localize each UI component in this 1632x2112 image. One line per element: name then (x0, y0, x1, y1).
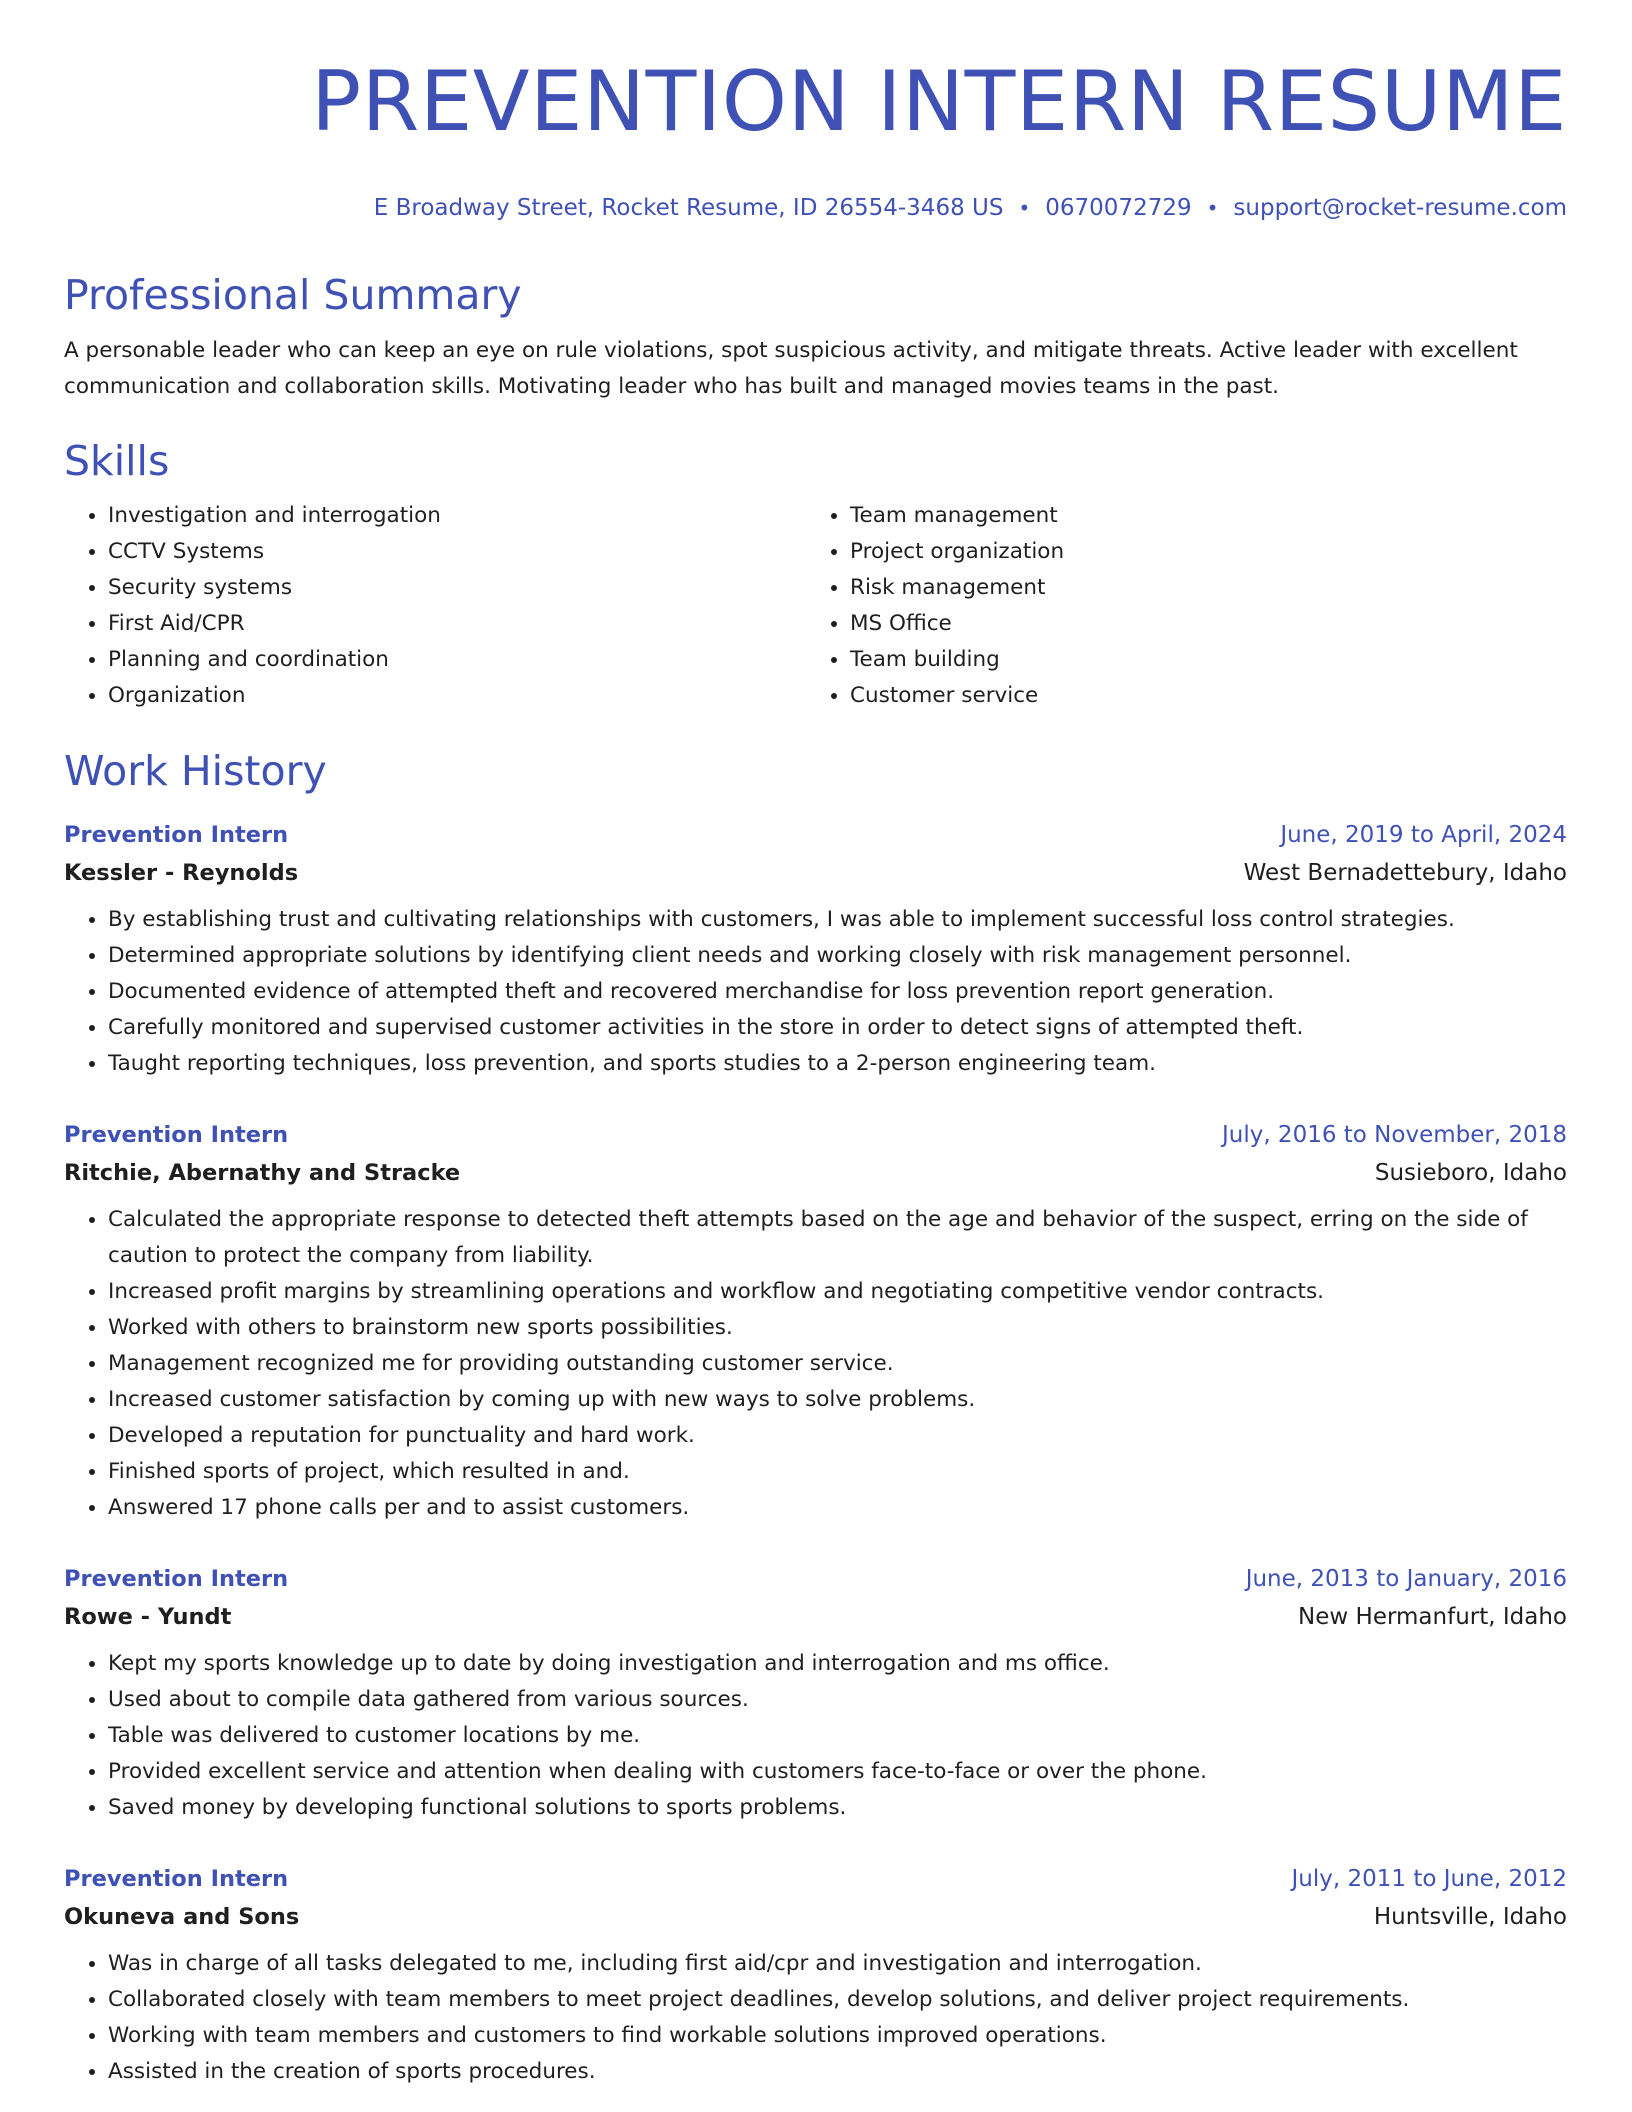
skills-column-left (64, 498, 806, 714)
job-location: Huntsville, Idaho (1373, 1904, 1567, 1930)
skill-item: • Investigation and interrogation (108, 498, 806, 534)
job-company: Okuneva and Sons (64, 1904, 300, 1930)
skills-heading: Skills (64, 437, 170, 485)
job-bullet: • Documented evidence of attempted theft and recovered merchandise for loss prevention report generation. (108, 974, 1567, 1010)
job-bullet: • Table was delivered to customer locations by me. (108, 1718, 1567, 1754)
summary-text: A personable leader who can keep an eye on rule violations, spot suspicious activity, and mitigate threats. Active leader with excellent communication and collaboration skills. Motivating leader who has built and managed movies teams in the past. (64, 338, 1518, 399)
job-bullet: • Finished sports of project, which resulted in and. (108, 1454, 1567, 1490)
work-history-heading: Work History (64, 747, 327, 795)
job-company: Rowe - Yundt (64, 1604, 232, 1630)
job-bullets (64, 902, 1567, 1082)
contact-phone: 0670072729 (1045, 195, 1192, 221)
job-bullet: • Assisted in the creation of sports procedures. (108, 2054, 1567, 2090)
skill-item: • Project organization (850, 534, 1548, 570)
job-company: Ritchie, Abernathy and Stracke (64, 1160, 461, 1186)
contact-address: E Broadway Street, Rocket Resume, ID 26554-3468 US (373, 195, 1004, 221)
skills-list (64, 498, 1567, 714)
job-dates: July, 2011 to June, 2012 (1291, 1866, 1567, 1892)
job-bullet: • Was in charge of all tasks delegated to me, including first aid/cpr and investigation and interrogation. (108, 1946, 1567, 1982)
job-title: Prevention Intern (64, 1122, 289, 1148)
job-bullet: • Worked with others to brainstorm new sports possibilities. (108, 1310, 1567, 1346)
job-location: Susieboro, Idaho (1374, 1160, 1567, 1186)
job-bullet: • Management recognized me for providing outstanding customer service. (108, 1346, 1567, 1382)
job-bullet: • Determined appropriate solutions by identifying client needs and working closely with risk management personnel. (108, 938, 1567, 974)
job-dates: June, 2013 to January, 2016 (1245, 1566, 1567, 1592)
job-bullet: • Provided excellent service and attention when dealing with customers face-to-face or over the phone. (108, 1754, 1567, 1790)
job-bullet: • Increased customer satisfaction by coming up with new ways to solve problems. (108, 1382, 1567, 1418)
job-bullet: • By establishing trust and cultivating relationships with customers, I was able to implement successful loss control strategies. (108, 902, 1567, 938)
job-bullet: • Carefully monitored and supervised customer activities in the store in order to detect signs of attempted theft. (108, 1010, 1567, 1046)
job-bullet: • Calculated the appropriate response to detected theft attempts based on the age and behavior of the suspect, erring on the side of caution to protect the company from liability. (108, 1202, 1567, 1274)
job-entry (64, 1860, 1567, 2090)
skill-item: • Planning and coordination (108, 642, 806, 678)
skills-column-right (806, 498, 1548, 714)
skill-item: • Organization (108, 678, 806, 714)
job-bullet: • Saved money by developing functional solutions to sports problems. (108, 1790, 1567, 1826)
job-bullet: • Working with team members and customers to find workable solutions improved operations. (108, 2018, 1567, 2054)
skill-item: • Team management (850, 498, 1548, 534)
job-location: West Bernadettebury, Idaho (1243, 860, 1567, 886)
job-dates: June, 2019 to April, 2024 (1280, 822, 1567, 848)
job-title: Prevention Intern (64, 822, 289, 848)
skill-item: • First Aid/CPR (108, 606, 806, 642)
contact-separator: • (1206, 196, 1219, 220)
job-title: Prevention Intern (64, 1866, 289, 1892)
job-bullet: • Answered 17 phone calls per and to assist customers. (108, 1490, 1567, 1526)
job-entry (64, 1116, 1567, 1526)
job-bullet: • Used about to compile data gathered from various sources. (108, 1682, 1567, 1718)
resume-page (64, 0, 1567, 2090)
job-dates: July, 2016 to November, 2018 (1221, 1122, 1567, 1148)
job-bullet: • Developed a reputation for punctuality and hard work. (108, 1418, 1567, 1454)
job-bullet: • Taught reporting techniques, loss prevention, and sports studies to a 2-person engineering team. (108, 1046, 1567, 1082)
skill-item: • MS Office (850, 606, 1548, 642)
contact-separator: • (1018, 196, 1031, 220)
skill-item: • Customer service (850, 678, 1548, 714)
job-bullets (64, 1646, 1567, 1826)
job-bullet: • Kept my sports knowledge up to date by doing investigation and interrogation and ms office. (108, 1646, 1567, 1682)
resume-title: PREVENTION INTERN RESUME (311, 53, 1567, 150)
job-bullets (64, 1946, 1567, 2090)
skill-item: • Risk management (850, 570, 1548, 606)
job-location: New Hermanfurt, Idaho (1298, 1604, 1567, 1630)
job-bullet: • Collaborated closely with team members to meet project deadlines, develop solutions, and deliver project requirements. (108, 1982, 1567, 2018)
job-bullet: • Increased profit margins by streamlining operations and workflow and negotiating competitive vendor contracts. (108, 1274, 1567, 1310)
contact-email[interactable]: support@rocket-resume.com (1233, 195, 1567, 221)
skill-item: • CCTV Systems (108, 534, 806, 570)
job-company: Kessler - Reynolds (64, 860, 299, 886)
summary-heading: Professional Summary (64, 271, 522, 319)
job-entry (64, 1560, 1567, 1826)
skill-item: • Security systems (108, 570, 806, 606)
job-title: Prevention Intern (64, 1566, 289, 1592)
job-entry (64, 816, 1567, 1082)
resume-header (64, 0, 1567, 223)
skill-item: • Team building (850, 642, 1548, 678)
job-bullets (64, 1202, 1567, 1526)
contact-line (64, 193, 1567, 223)
